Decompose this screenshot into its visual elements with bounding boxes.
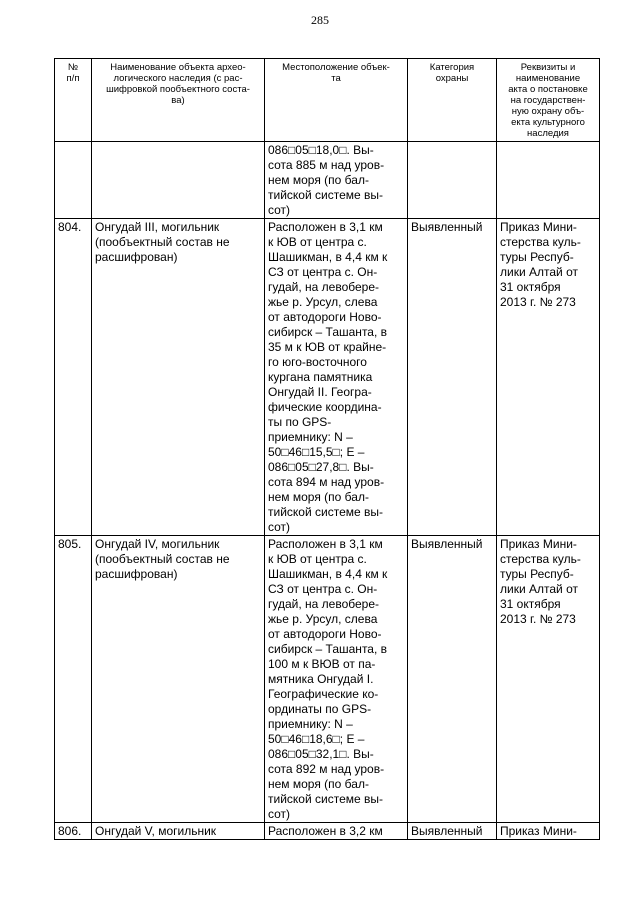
column-header-location: Местоположение объек- та — [265, 59, 408, 142]
protection-act: Приказ Мини- стерства куль- туры Респуб- лики Алтай от 31 октября 2013 г. № 273 — [497, 219, 600, 536]
table-row — [55, 536, 600, 823]
table-row — [55, 142, 600, 219]
protection-category: Выявленный — [408, 536, 497, 823]
object-name: Онгудай IV, могильник (пообъектный состав не расшифрован) — [92, 536, 265, 823]
column-header-name: Наименование объекта архео- логического наследия (с рас- шифровкой пообъектного соста- ва) — [92, 59, 265, 142]
object-location: Расположен в 3,1 км к ЮВ от центра с. Шашикман, в 4,4 км к СЗ от центра с. Он- гудай, на левобере- жье р. Урсул, слева от автодороги Ново- сибирск – Ташанта, в 100 м к ВЮВ от па- мятника Онгудай I. Географические ко- ординаты по GPS- приемнику: N – 50□46□18,6□; E – 086□05□32,1□. Вы- сота 892 м над уров- нем моря (по бал- тийской системе вы- сот) — [265, 536, 408, 823]
row-number: 806. — [55, 823, 92, 840]
table-header-row — [55, 59, 600, 142]
protection-category: Выявленный — [408, 823, 497, 840]
object-name: Онгудай III, могильник (пообъектный состав не расшифрован) — [92, 219, 265, 536]
row-number: 804. — [55, 219, 92, 536]
object-name — [92, 142, 265, 219]
protection-act: Приказ Мини- стерства куль- туры Респуб- лики Алтай от 31 октября 2013 г. № 273 — [497, 536, 600, 823]
column-header-number: № п/п — [55, 59, 92, 142]
page-number: 285 — [311, 13, 329, 27]
object-name: Онгудай V, могильник — [92, 823, 265, 840]
protection-category — [408, 142, 497, 219]
table-row — [55, 823, 600, 840]
protection-act: Приказ Мини- — [497, 823, 600, 840]
column-header-category: Категория охраны — [408, 59, 497, 142]
row-number — [55, 142, 92, 219]
protection-category: Выявленный — [408, 219, 497, 536]
object-location: Расположен в 3,1 км к ЮВ от центра с. Шашикман, в 4,4 км к СЗ от центра с. Он- гудай, на левобере- жье р. Урсул, слева от автодороги Ново- сибирск – Ташанта, в 35 м к ЮВ от крайне- го юго-восточного кургана памятника Онгудай II. Геогра- фические координа- ты по GPS- приемнику: N – 50□46□15,5□; E – 086□05□27,8□. Вы- сота 894 м над уров- нем моря (по бал- тийской системе вы- сот) — [265, 219, 408, 536]
table-row — [55, 219, 600, 536]
column-header-act: Реквизиты и наименование акта о постановке на государствен- ную охрану объ- екта культурного наследия — [497, 59, 600, 142]
row-number: 805. — [55, 536, 92, 823]
object-location: 086□05□18,0□. Вы- сота 885 м над уров- нем моря (по бал- тийской системе вы- сот) — [265, 142, 408, 219]
heritage-registry-table — [54, 58, 600, 840]
object-location: Расположен в 3,2 км — [265, 823, 408, 840]
protection-act — [497, 142, 600, 219]
